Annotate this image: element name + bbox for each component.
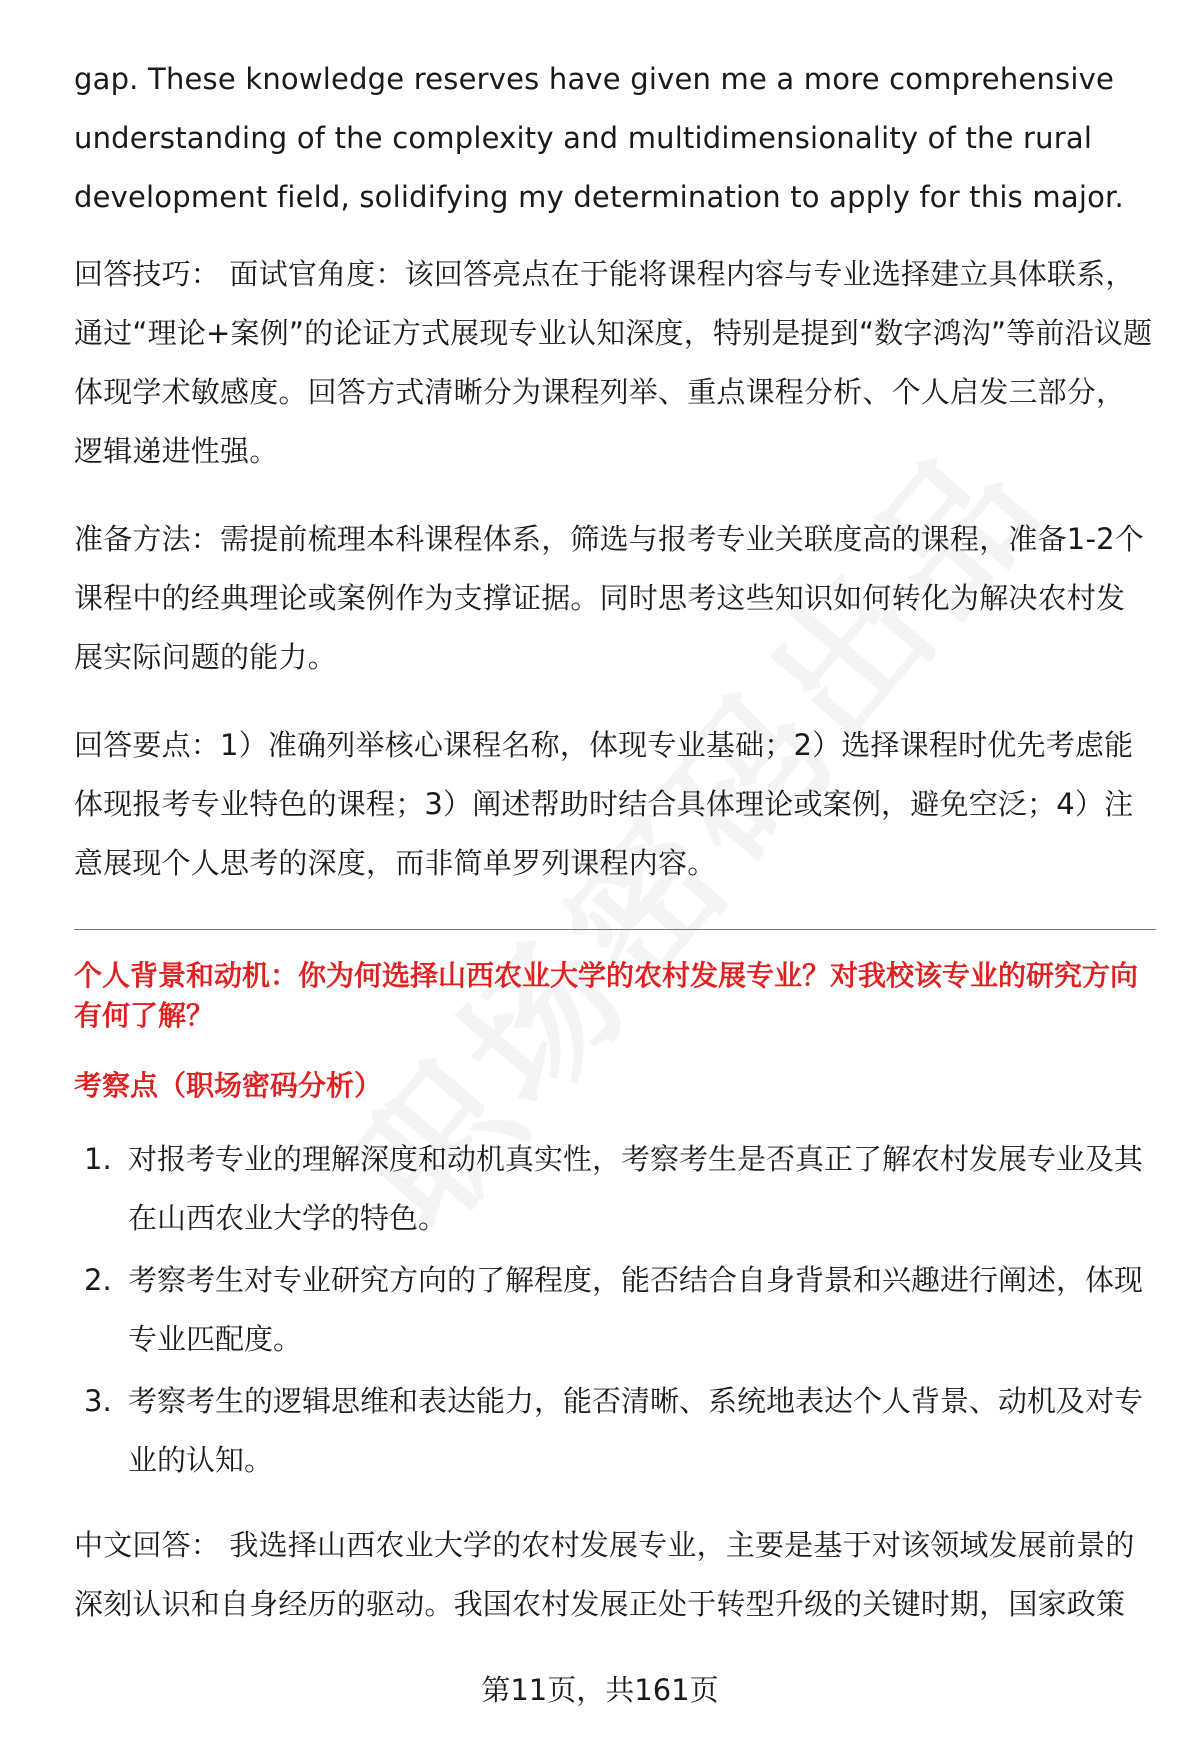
list-item-number: 1. [84, 1142, 112, 1176]
list-item [74, 1251, 1154, 1369]
list-item-text: 考察考生对专业研究方向的了解程度，能否结合自身背景和兴趣进行阐述，体现专业匹配度。 [128, 1263, 1144, 1356]
document-page [74, 50, 1154, 1634]
answer-points-paragraph: 回答要点：1）准确列举核心课程名称，体现专业基础；2）选择课程时优先考虑能体现报考专业特色的课程；3）阐述帮助时结合具体理论或案例，避免空泛；4）注意展现个人思考的深度，而非简单罗列课程内容。 [74, 728, 1134, 880]
chinese-answer-paragraph: 中文回答： 我选择山西农业大学的农村发展专业，主要是基于对该领域发展前景的深刻认识和自身经历的驱动。我国农村发展正处于转型升级的关键时期，国家政策 [74, 1528, 1135, 1621]
list-item-text: 考察考生的逻辑思维和表达能力，能否清晰、系统地表达个人背景、动机及对专业的认知。 [128, 1384, 1144, 1477]
list-item-number: 2. [84, 1263, 112, 1297]
section-divider [74, 929, 1156, 930]
list-item-text: 对报考专业的理解深度和动机真实性，考察考生是否真正了解农村发展专业及其在山西农业大学的特色。 [128, 1142, 1144, 1235]
question-heading: 个人背景和动机：你为何选择山西农业大学的农村发展专业？对我校该专业的研究方向有何了解？ [74, 959, 1139, 1032]
prep-method-paragraph: 准备方法：需提前梳理本科课程体系，筛选与报考专业关联度高的课程，准备1-2个课程中的经典理论或案例作为支撑证据。同时思考这些知识如何转化为解决农村发展实际问题的能力。 [74, 522, 1144, 674]
list-item-number: 3. [84, 1384, 112, 1418]
list-item [74, 1130, 1154, 1248]
page-number-footer: 第11页，共161页 [481, 1673, 719, 1707]
intro-paragraph: gap. These knowledge reserves have given me a more comprehensive understanding of the complexity and multidimensionality of the rural development field, solidifying my determination to apply for this major. [74, 62, 1124, 214]
answer-tips-paragraph: 回答技巧： 面试官角度：该回答亮点在于能将课程内容与专业选择建立具体联系，通过“理论+案例”的论证方式展现专业认知深度，特别是提到“数字鸿沟”等前沿议题体现学术敏感度。回答方式清晰分为课程列举、重点课程分析、个人启发三部分，逻辑递进性强。 [74, 257, 1153, 468]
assessment-heading: 考察点（职场密码分析） [74, 1069, 383, 1102]
list-item [74, 1372, 1154, 1490]
assessment-list [74, 1130, 1154, 1490]
